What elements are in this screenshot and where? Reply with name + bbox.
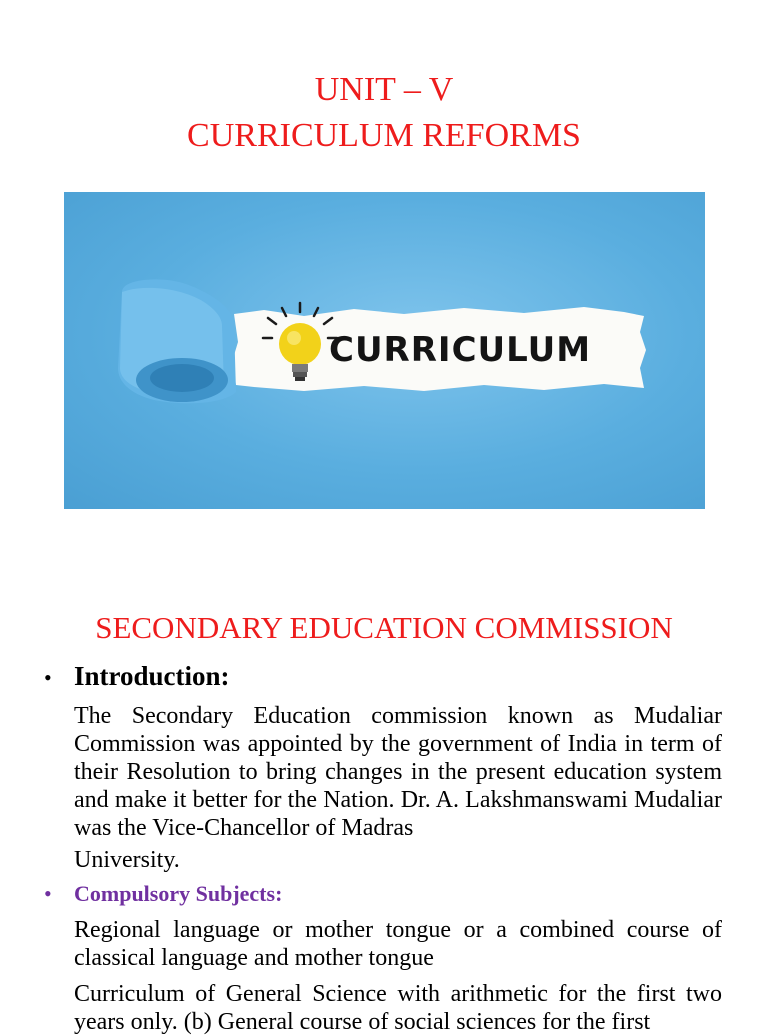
introduction-bullet (44, 661, 230, 692)
bullet-icon: • (44, 881, 52, 906)
unit-heading: UNIT – V (314, 71, 454, 108)
curriculum-hero-image (64, 192, 705, 509)
introduction-text: The Secondary Education commission known as Mudaliar Commission was appointed by the government of India in term of their Resolution to bring changes in the present education system and make it better for the Nation. Dr. A. Lakshmanswami Mudaliar was the Vice-Chancellor of Madras (74, 703, 722, 841)
introduction-label: Introduction: (74, 661, 230, 691)
curriculum-word: CURRICULUM (329, 330, 592, 370)
compulsory-subjects-paragraph-2: Curriculum of General Science with arithmetic for the first two years only. (b) General course of social sciences for the first (74, 981, 722, 1035)
introduction-text-end: University. (74, 847, 180, 873)
section-heading: SECONDARY EDUCATION COMMISSION (95, 610, 673, 645)
bullet-icon: • (44, 665, 52, 690)
compulsory-subjects-paragraph-1: Regional language or mother tongue or a combined course of classical language and mother tongue (74, 917, 722, 971)
introduction-paragraph (74, 702, 722, 874)
page-title: CURRICULUM REFORMS (187, 117, 581, 154)
compulsory-subjects-bullet (44, 881, 282, 907)
compulsory-subjects-label: Compulsory Subjects: (74, 881, 283, 906)
